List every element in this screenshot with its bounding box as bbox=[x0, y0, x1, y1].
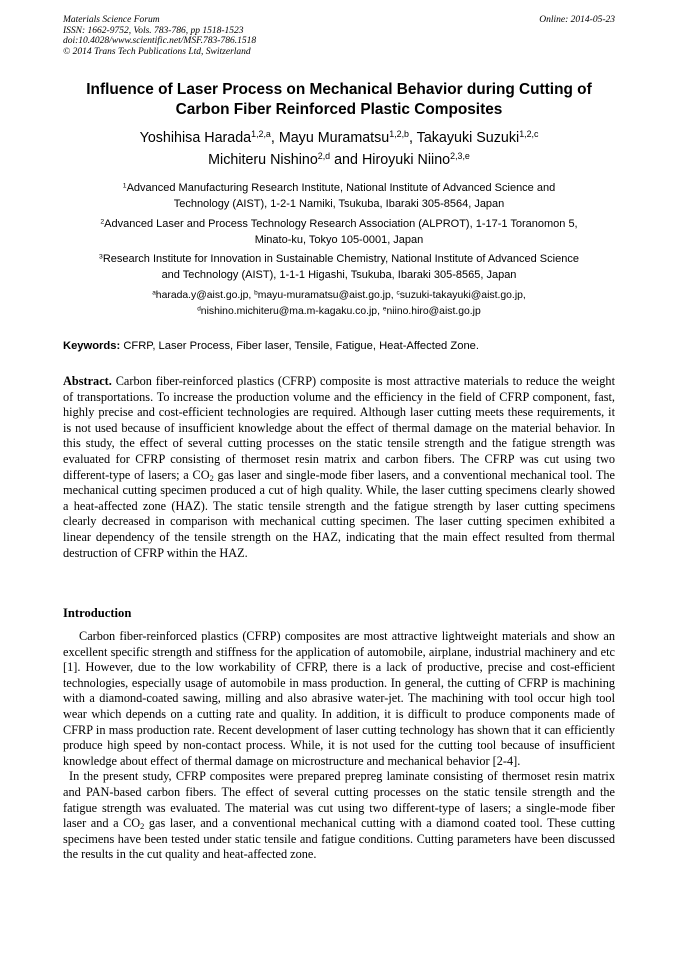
author-sup: 1,2,c bbox=[519, 129, 539, 140]
paper-title bbox=[60, 80, 618, 119]
abstract-label: Abstract. bbox=[63, 374, 112, 388]
affiliation-1 bbox=[60, 181, 618, 212]
doi-line: doi:10.4028/www.scientific.net/MSF.783-786.1518 bbox=[63, 36, 257, 47]
introduction-body bbox=[63, 629, 615, 863]
affiliation-3 bbox=[60, 252, 618, 283]
abstract-text-part-1: Carbon fiber-reinforced plastics (CFRP) composite is most attractive materials to reduce the weight of transportations. To increase the production volume and the efficiency in the field of CFRP component, fast, highly precise and cost-efficient technologies are required. Although laser cutting meets these requirements, it is not used because of insufficient knowledge about the effect of thermal damage on the material behavior. In this study, the effect of several cutting processes on the static tensile strength and the fatigue strength was evaluated for CFRP consisting of thermoset resin matrix and carbon fibers. The CFRP was cut using two different-type of lasers; a CO bbox=[63, 374, 615, 482]
affiliation-line: and Technology (AIST), 1-1-1 Higashi, Tsukuba, Ibaraki 305-8565, Japan bbox=[161, 268, 517, 281]
online-date: Online: 2014-05-23 bbox=[539, 15, 615, 25]
issn-line: ISSN: 1662-9752, Vols. 783-786, pp 1518-1523 bbox=[63, 25, 244, 36]
affiliation-line: Minato-ku, Tokyo 105-0001, Japan bbox=[254, 233, 424, 246]
affiliation-line: $^2$Advanced Laser and Process Technology Research Association (ALPROT), 1-17-1 Toranomon 5, bbox=[100, 218, 578, 230]
co2-subscript: 2 bbox=[209, 473, 214, 483]
abstract bbox=[63, 374, 615, 561]
keywords-text: CFRP, Laser Process, Fiber laser, Tensile, Fatigue, Heat-Affected Zone. bbox=[123, 340, 479, 352]
author-sup: 2,d bbox=[317, 151, 331, 162]
intro-paragraph-2: In the present study, CFRP composites were prepared prepreg laminate consisting of thermoset resin matrix and PAN-based carbon fibers. The effect of several cutting processes on the static tensile strength and the fatigue strength was evaluated. The material was cut using two different-type of lasers; a single-mode fiber laser and a $CO_2$ gas laser, and a conventional mechanical cutting with a diamond coated tool. These cutting specimens have been tested under static tensile and fatigue conditions. Cutting parameters have been discussed the results in the cut quality and heat-affected zone. bbox=[63, 769, 616, 862]
author-line-2 bbox=[60, 149, 618, 171]
intro-paragraph-1: Carbon fiber-reinforced plastics (CFRP) composites are most attractive lightweight materials and show an excellent specific strength and stiffness for the application of automobile, airplane, industrial machinery and etc [1]. However, due to the low workability of CFRP, there is a lack of productive, precise and cost-efficient technologies, especially usage of automobile in mass production. In general, the cutting of CFRP is machining with a diamond-coated sawing, milling and also abrasive water-jet. The machining with tool occur high tool wear which depends on a cutting rate and quality. In addition, it is difficult to produce components made of CFRP in mass production rate. Recent development of laser cutting technology has shown that it can efficiently produce high speed by non-contact process. While, it is not used for the cutting tool because of insufficient knowledge about effect of thermal damage on microstructure and mechanical behavior [2-4]. bbox=[63, 629, 615, 768]
author-sup: 1,2,a bbox=[251, 129, 271, 140]
keywords-label: Keywords: bbox=[63, 340, 121, 352]
email-address[interactable]: suzuki-takayuki@aist.go.jp bbox=[399, 290, 523, 301]
affiliation-number: 1 bbox=[122, 182, 127, 190]
affiliation-2 bbox=[60, 217, 618, 248]
title-line-2: Carbon Fiber Reinforced Plastic Composites bbox=[175, 100, 503, 118]
author-sep: and bbox=[330, 152, 362, 168]
title-line-1: Influence of Laser Process on Mechanical Behavior during Cutting of bbox=[86, 81, 592, 98]
email-line-1: $^a$harada.y@aist.go.jp, $^b$mayu-muramatsu@aist.go.jp, $^c$suzuki-takayuki@aist.go.jp, bbox=[152, 289, 526, 301]
affiliation-line: $^3$Research Institute for Innovation in Sustainable Chemistry, National Institute of Advanced Science bbox=[99, 253, 579, 265]
abstract-text-part-2: gas laser and single-mode fiber lasers, and a conventional mechanical tool. The mechanical cutting specimen produced a cut of high quality. While, the laser cutting specimens clearly showed a heat-affected zone (HAZ). The static tensile strength and the fatigue strength by laser cutting specimens clearly decreased in comparison with mechanical cutting specimen. The laser cutting specimen exhibited a linear dependency of the tensile strength on the HAZ, indicating that the main effect resulted from thermal destruction of CFRP within the HAZ. bbox=[63, 467, 615, 560]
co2-subscript: 2 bbox=[140, 822, 145, 832]
email-sup: b bbox=[254, 289, 258, 297]
email-sup: e bbox=[382, 304, 387, 312]
email-address[interactable]: mayu-muramatsu@aist.go.jp bbox=[257, 290, 391, 301]
email-address[interactable]: harada.y@aist.go.jp bbox=[155, 290, 249, 301]
email-sup: c bbox=[396, 289, 400, 297]
author-name: Hiroyuki Niino bbox=[361, 152, 451, 168]
email-address[interactable]: nishino.michiteru@ma.m-kagaku.co.jp bbox=[200, 305, 378, 317]
author-sep: , bbox=[270, 130, 279, 146]
author-line-1 bbox=[60, 127, 618, 149]
journal-header bbox=[63, 15, 615, 57]
email-line-2: $^d$nishino.michiteru@ma.m-kagaku.co.jp, $^e$niino.hiro@aist.go.jp bbox=[197, 304, 481, 317]
author-sup: 2,3,e bbox=[450, 151, 470, 162]
author-name: Michiteru Nishino bbox=[208, 152, 318, 168]
author-name: Yoshihisa Harada bbox=[139, 130, 252, 146]
email-sup: d bbox=[197, 304, 201, 312]
author-name: Takayuki Suzuki bbox=[416, 130, 520, 146]
journal-name: Materials Science Forum bbox=[63, 15, 160, 25]
keywords bbox=[63, 339, 618, 354]
affiliation-number: 2 bbox=[100, 218, 105, 226]
email-sup: a bbox=[152, 289, 156, 297]
author-sup: 1,2,b bbox=[389, 129, 409, 140]
email-address[interactable]: niino.hiro@aist.go.jp bbox=[386, 305, 481, 317]
author-name: Mayu Muramatsu bbox=[278, 130, 390, 146]
author-emails bbox=[60, 288, 618, 319]
affiliation-line: Technology (AIST), 1-2-1 Namiki, Tsukuba, Ibaraki 305-8564, Japan bbox=[173, 197, 505, 210]
section-heading-introduction: Introduction bbox=[63, 606, 132, 620]
affiliation-line: $^1$Advanced Manufacturing Research Institute, National Institute of Advanced Science and bbox=[122, 182, 556, 194]
copyright-line: © 2014 Trans Tech Publications Ltd, Switzerland bbox=[63, 46, 251, 57]
affiliation-number: 3 bbox=[99, 253, 103, 261]
author-sep: , bbox=[408, 130, 417, 146]
author-list bbox=[60, 127, 618, 171]
